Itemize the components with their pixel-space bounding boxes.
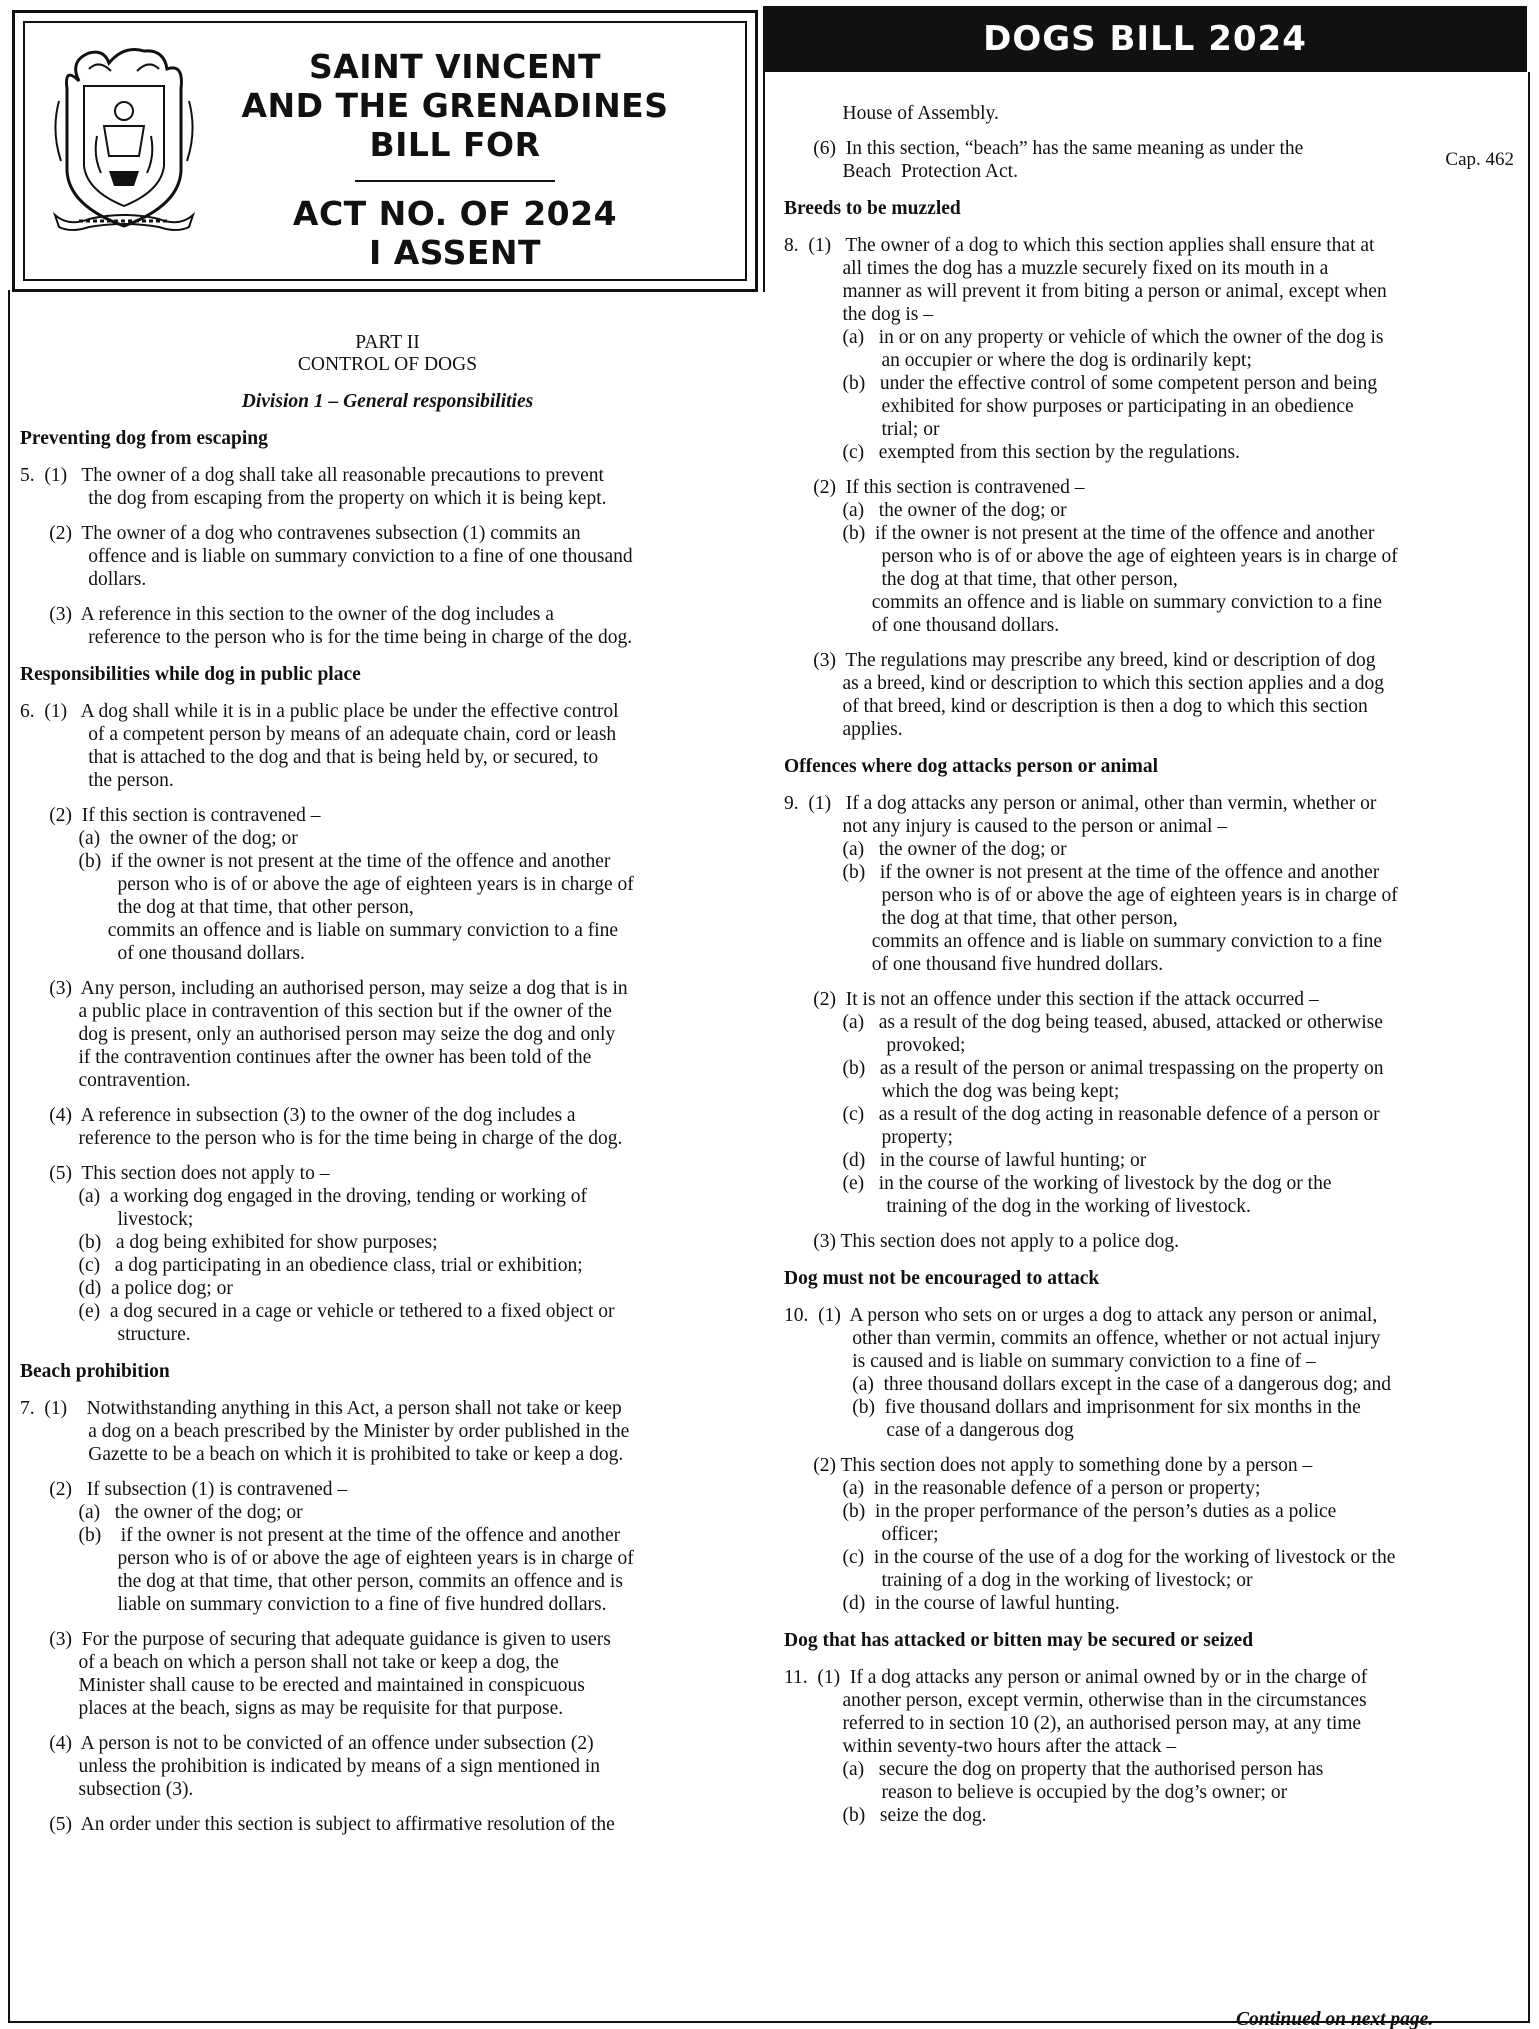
- paragraph-gap: [20, 1720, 755, 1732]
- text-line: of a competent person by means of an adequate chain, cord or leash: [20, 724, 617, 745]
- text-line: commits an offence and is liable on summary conviction to a fine: [784, 592, 1383, 613]
- text-line: (2) This section does not apply to something done by a person –: [784, 1455, 1313, 1476]
- paragraph-gap: [20, 1150, 755, 1162]
- text-line: (c) exempted from this section by the regulations.: [784, 442, 1240, 463]
- bill-title-line: AND THE GRENADINES: [241, 86, 669, 125]
- text-line: dollars.: [20, 569, 147, 590]
- text-line: reference to the person who is for the time being in charge of the dog.: [20, 1128, 623, 1149]
- section-heading-7: Beach prohibition: [20, 1361, 170, 1382]
- text-line: (b) if the owner is not present at the time of the offence and another: [20, 851, 611, 872]
- section-heading-9: Offences where dog attacks person or animal: [784, 756, 1159, 777]
- text-line: if the contravention continues after the owner has been told of the: [20, 1047, 592, 1068]
- text-line: the dog at that time, that other person,: [20, 897, 414, 918]
- text-line: (a) secure the dog on property that the authorised person has: [784, 1759, 1324, 1780]
- text-line: 6. (1) A dog shall while it is in a public place be under the effective control: [20, 701, 619, 722]
- text-line: property;: [784, 1127, 953, 1148]
- text-line: officer;: [784, 1524, 939, 1545]
- paragraph-gap: [784, 464, 1514, 476]
- text-line: (5) This section does not apply to –: [20, 1163, 330, 1184]
- text-line: as a breed, kind or description to which this section applies and a dog: [784, 673, 1385, 694]
- continued-note: Continued on next page.: [1236, 2009, 1434, 2029]
- paragraph-gap: [784, 1218, 1514, 1230]
- section-heading-8: Breeds to be muzzled: [784, 198, 961, 219]
- text-line: (2) The owner of a dog who contravenes subsection (1) commits an: [20, 523, 581, 544]
- text-line: places at the beach, signs as may be requisite for that purpose.: [20, 1698, 564, 1719]
- text-line: (5) An order under this section is subject to affirmative resolution of the: [20, 1814, 615, 1835]
- text-line: is caused and is liable on summary conviction to a fine of –: [784, 1351, 1316, 1372]
- text-line: the dog is –: [784, 304, 933, 325]
- text-line: unless the prohibition is indicated by means of a sign mentioned in: [20, 1756, 601, 1777]
- text-line: (a) the owner of the dog; or: [784, 500, 1067, 521]
- text-line: (a) in the reasonable defence of a person or property;: [784, 1478, 1261, 1499]
- text-line: (b) if the owner is not present at the time of the offence and another: [784, 523, 1375, 544]
- text-line: (b) seize the dog.: [784, 1805, 987, 1826]
- part-subtitle: CONTROL OF DOGS: [297, 354, 478, 375]
- section-heading-10: Dog must not be encouraged to attack: [784, 1268, 1100, 1289]
- text-line: within seventy-two hours after the attack –: [784, 1736, 1177, 1757]
- text-line: dog is present, only an authorised person may seize the dog and only: [20, 1024, 616, 1045]
- section-7-body: [20, 1397, 755, 1836]
- text-line: the dog at that time, that other person, commits an offence and is: [20, 1571, 623, 1592]
- text-line: training of a dog in the working of livestock; or: [784, 1570, 1253, 1591]
- text-line: case of a dangerous dog: [784, 1420, 1074, 1441]
- act-number: ACT NO. OF 2024: [292, 194, 618, 233]
- paragraph-gap: [20, 965, 755, 977]
- text-line: of one thousand five hundred dollars.: [784, 954, 1164, 975]
- text-line: (b) under the effective control of some competent person and being: [784, 373, 1378, 394]
- text-line: (a) the owner of the dog; or: [784, 839, 1067, 860]
- text-line: 5. (1) The owner of a dog shall take all reasonable precautions to prevent: [20, 465, 604, 486]
- text-line: livestock;: [20, 1209, 194, 1230]
- text-line: person who is of or above the age of eighteen years is in charge of: [784, 885, 1398, 906]
- text-line: (6) In this section, “beach” has the same meaning as under the: [784, 138, 1304, 159]
- text-line: Beach Protection Act.: [784, 161, 1018, 182]
- text-line: (3) This section does not apply to a police dog.: [784, 1231, 1179, 1252]
- paragraph-gap: [20, 1466, 755, 1478]
- text-line: referred to in section 10 (2), an authorised person may, at any time: [784, 1713, 1362, 1734]
- text-line: of one thousand dollars.: [784, 615, 1060, 636]
- text-line: (d) a police dog; or: [20, 1278, 233, 1299]
- text-line: subsection (3).: [20, 1779, 194, 1800]
- text-line: (b) if the owner is not present at the time of the offence and another: [784, 862, 1380, 883]
- section-10-body: [784, 1304, 1514, 1615]
- paragraph-gap: [20, 1616, 755, 1628]
- section-heading-6: Responsibilities while dog in public place: [20, 664, 361, 685]
- text-line: person who is of or above the age of eighteen years is in charge of: [20, 874, 634, 895]
- section-5-body: [20, 464, 755, 649]
- text-line: of a beach on which a person shall not take or keep a dog, the: [20, 1652, 559, 1673]
- text-line: (b) five thousand dollars and imprisonment for six months in the: [784, 1397, 1361, 1418]
- paragraph-gap: [20, 1092, 755, 1104]
- text-line: reason to believe is occupied by the dog’s owner; or: [784, 1782, 1288, 1803]
- motto-scroll-icon: [49, 209, 199, 233]
- text-line: (2) If subsection (1) is contravened –: [20, 1479, 348, 1500]
- left-column: [20, 332, 755, 1836]
- paragraph-gap: [784, 637, 1514, 649]
- paragraph-gap: [20, 591, 755, 603]
- assent-line: I ASSENT: [368, 233, 542, 272]
- text-line: (a) as a result of the dog being teased, abused, attacked or otherwise: [784, 1012, 1383, 1033]
- bill-header-box: [12, 10, 758, 292]
- text-line: person who is of or above the age of eighteen years is in charge of: [20, 1548, 634, 1569]
- section-heading-11: Dog that has attacked or bitten may be secured or seized: [784, 1630, 1254, 1651]
- text-line: (b) a dog being exhibited for show purposes;: [20, 1232, 438, 1253]
- text-line: another person, except vermin, otherwise than in the circumstances: [784, 1690, 1367, 1711]
- text-line: (2) If this section is contravened –: [20, 805, 321, 826]
- paragraph-gap: [784, 125, 1514, 137]
- text-line: provoked;: [784, 1035, 966, 1056]
- paragraph-gap: [20, 510, 755, 522]
- text-line: a dog on a beach prescribed by the Minister by order published in the: [20, 1421, 630, 1442]
- text-line: which the dog was being kept;: [784, 1081, 1120, 1102]
- text-line: the dog from escaping from the property on which it is being kept.: [20, 488, 607, 509]
- text-line: of one thousand dollars.: [20, 943, 305, 964]
- text-line: 9. (1) If a dog attacks any person or animal, other than vermin, whether or: [784, 793, 1377, 814]
- part-number: PART II: [355, 332, 420, 353]
- text-line: an occupier or where the dog is ordinarily kept;: [784, 350, 1252, 371]
- text-line: (a) the owner of the dog; or: [20, 828, 298, 849]
- text-line: (3) Any person, including an authorised person, may seize a dog that is in: [20, 978, 628, 999]
- bill-title: [215, 47, 695, 272]
- text-line: (b) as a result of the person or animal trespassing on the property on: [784, 1058, 1384, 1079]
- section-7-continued: [784, 102, 1514, 183]
- text-line: not any injury is caused to the person or animal –: [784, 816, 1227, 837]
- text-line: trial; or: [784, 419, 940, 440]
- text-line: structure.: [20, 1324, 191, 1345]
- text-line: Minister shall cause to be erected and maintained in conspicuous: [20, 1675, 585, 1696]
- text-line: liable on summary conviction to a fine of five hundred dollars.: [20, 1594, 607, 1615]
- coat-of-arms-icon: [49, 41, 199, 237]
- text-line: (d) in the course of lawful hunting; or: [784, 1150, 1147, 1171]
- text-line: the dog at that time, that other person,: [784, 908, 1178, 929]
- text-line: (3) The regulations may prescribe any breed, kind or description of dog: [784, 650, 1376, 671]
- dogs-bill-title-bar: [763, 6, 1527, 72]
- text-line: 10. (1) A person who sets on or urges a dog to attack any person or animal,: [784, 1305, 1378, 1326]
- text-line: 11. (1) If a dog attacks any person or animal owned by or in the charge of: [784, 1667, 1368, 1688]
- text-line: that is attached to the dog and that is being held by, or secured, to: [20, 747, 599, 768]
- text-line: applies.: [784, 719, 903, 740]
- text-line: a public place in contravention of this section but if the owner of the: [20, 1001, 612, 1022]
- text-line: manner as will prevent it from biting a person or animal, except when: [784, 281, 1387, 302]
- text-line: (c) a dog participating in an obedience class, trial or exhibition;: [20, 1255, 583, 1276]
- text-line: 7. (1) Notwithstanding anything in this Act, a person shall not take or keep: [20, 1398, 622, 1419]
- title-divider: [355, 180, 555, 182]
- cap-reference: Cap. 462: [1445, 149, 1514, 170]
- text-line: person who is of or above the age of eighteen years is in charge of: [784, 546, 1398, 567]
- text-line: exhibited for show purposes or participating in an obedience: [784, 396, 1354, 417]
- text-line: (e) a dog secured in a cage or vehicle or tethered to a fixed object or: [20, 1301, 615, 1322]
- text-line: commits an offence and is liable on summary conviction to a fine: [784, 931, 1383, 952]
- section-9-body: [784, 792, 1514, 1253]
- section-heading-5: Preventing dog from escaping: [20, 428, 268, 449]
- text-line: (a) in or on any property or vehicle of which the owner of the dog is: [784, 327, 1384, 348]
- paragraph-gap: [20, 1801, 755, 1813]
- text-line: the dog at that time, that other person,: [784, 569, 1178, 590]
- text-line: (a) the owner of the dog; or: [20, 1502, 303, 1523]
- text-line: training of the dog in the working of livestock.: [784, 1196, 1251, 1217]
- text-line: commits an offence and is liable on summary conviction to a fine: [20, 920, 619, 941]
- text-line: (c) as a result of the dog acting in reasonable defence of a person or: [784, 1104, 1380, 1125]
- text-line: (4) A reference in subsection (3) to the owner of the dog includes a: [20, 1105, 576, 1126]
- paragraph-gap: [784, 976, 1514, 988]
- text-line: (3) For the purpose of securing that adequate guidance is given to users: [20, 1629, 611, 1650]
- bill-title-line: BILL FOR: [369, 125, 541, 164]
- text-line: other than vermin, commits an offence, whether or not actual injury: [784, 1328, 1381, 1349]
- text-line: reference to the person who is for the time being in charge of the dog.: [20, 627, 633, 648]
- text-line: (b) if the owner is not present at the time of the offence and another: [20, 1525, 621, 1546]
- text-line: all times the dog has a muzzle securely fixed on its mouth in a: [784, 258, 1329, 279]
- division-heading: Division 1 – General responsibilities: [241, 391, 534, 412]
- text-line: (e) in the course of the working of livestock by the dog or the: [784, 1173, 1332, 1194]
- text-line: 8. (1) The owner of a dog to which this section applies shall ensure that at: [784, 235, 1375, 256]
- text-line: offence and is liable on summary conviction to a fine of one thousand: [20, 546, 633, 567]
- text-line: House of Assembly.: [784, 103, 999, 124]
- text-line: (3) A reference in this section to the owner of the dog includes a: [20, 604, 554, 625]
- section-6-body: [20, 700, 755, 1346]
- section-11-body: [784, 1666, 1514, 1827]
- paragraph-gap: [784, 1442, 1514, 1454]
- text-line: contravention.: [20, 1070, 191, 1091]
- section-8-body: [784, 234, 1514, 741]
- text-line: (a) three thousand dollars except in the case of a dangerous dog; and: [784, 1374, 1392, 1395]
- dogs-bill-title: DOGS BILL 2024: [983, 18, 1307, 59]
- text-line: (c) in the course of the use of a dog for the working of livestock or the: [784, 1547, 1396, 1568]
- text-line: (b) in the proper performance of the person’s duties as a police: [784, 1501, 1337, 1522]
- text-line: Gazette to be a beach on which it is prohibited to take or keep a dog.: [20, 1444, 624, 1465]
- paragraph-gap: [20, 792, 755, 804]
- part-title: [20, 332, 755, 376]
- text-line: (a) a working dog engaged in the droving, tending or working of: [20, 1186, 588, 1207]
- text-line: (2) It is not an offence under this section if the attack occurred –: [784, 989, 1319, 1010]
- text-line: (4) A person is not to be convicted of an offence under subsection (2): [20, 1733, 594, 1754]
- right-column: [784, 102, 1514, 1827]
- text-line: (2) If this section is contravened –: [784, 477, 1085, 498]
- bill-header-inner: [23, 21, 747, 281]
- text-line: the person.: [20, 770, 174, 791]
- bill-title-line: SAINT VINCENT: [308, 47, 602, 86]
- text-line: of that breed, kind or description is then a dog to which this section: [784, 696, 1368, 717]
- text-line: (d) in the course of lawful hunting.: [784, 1593, 1120, 1614]
